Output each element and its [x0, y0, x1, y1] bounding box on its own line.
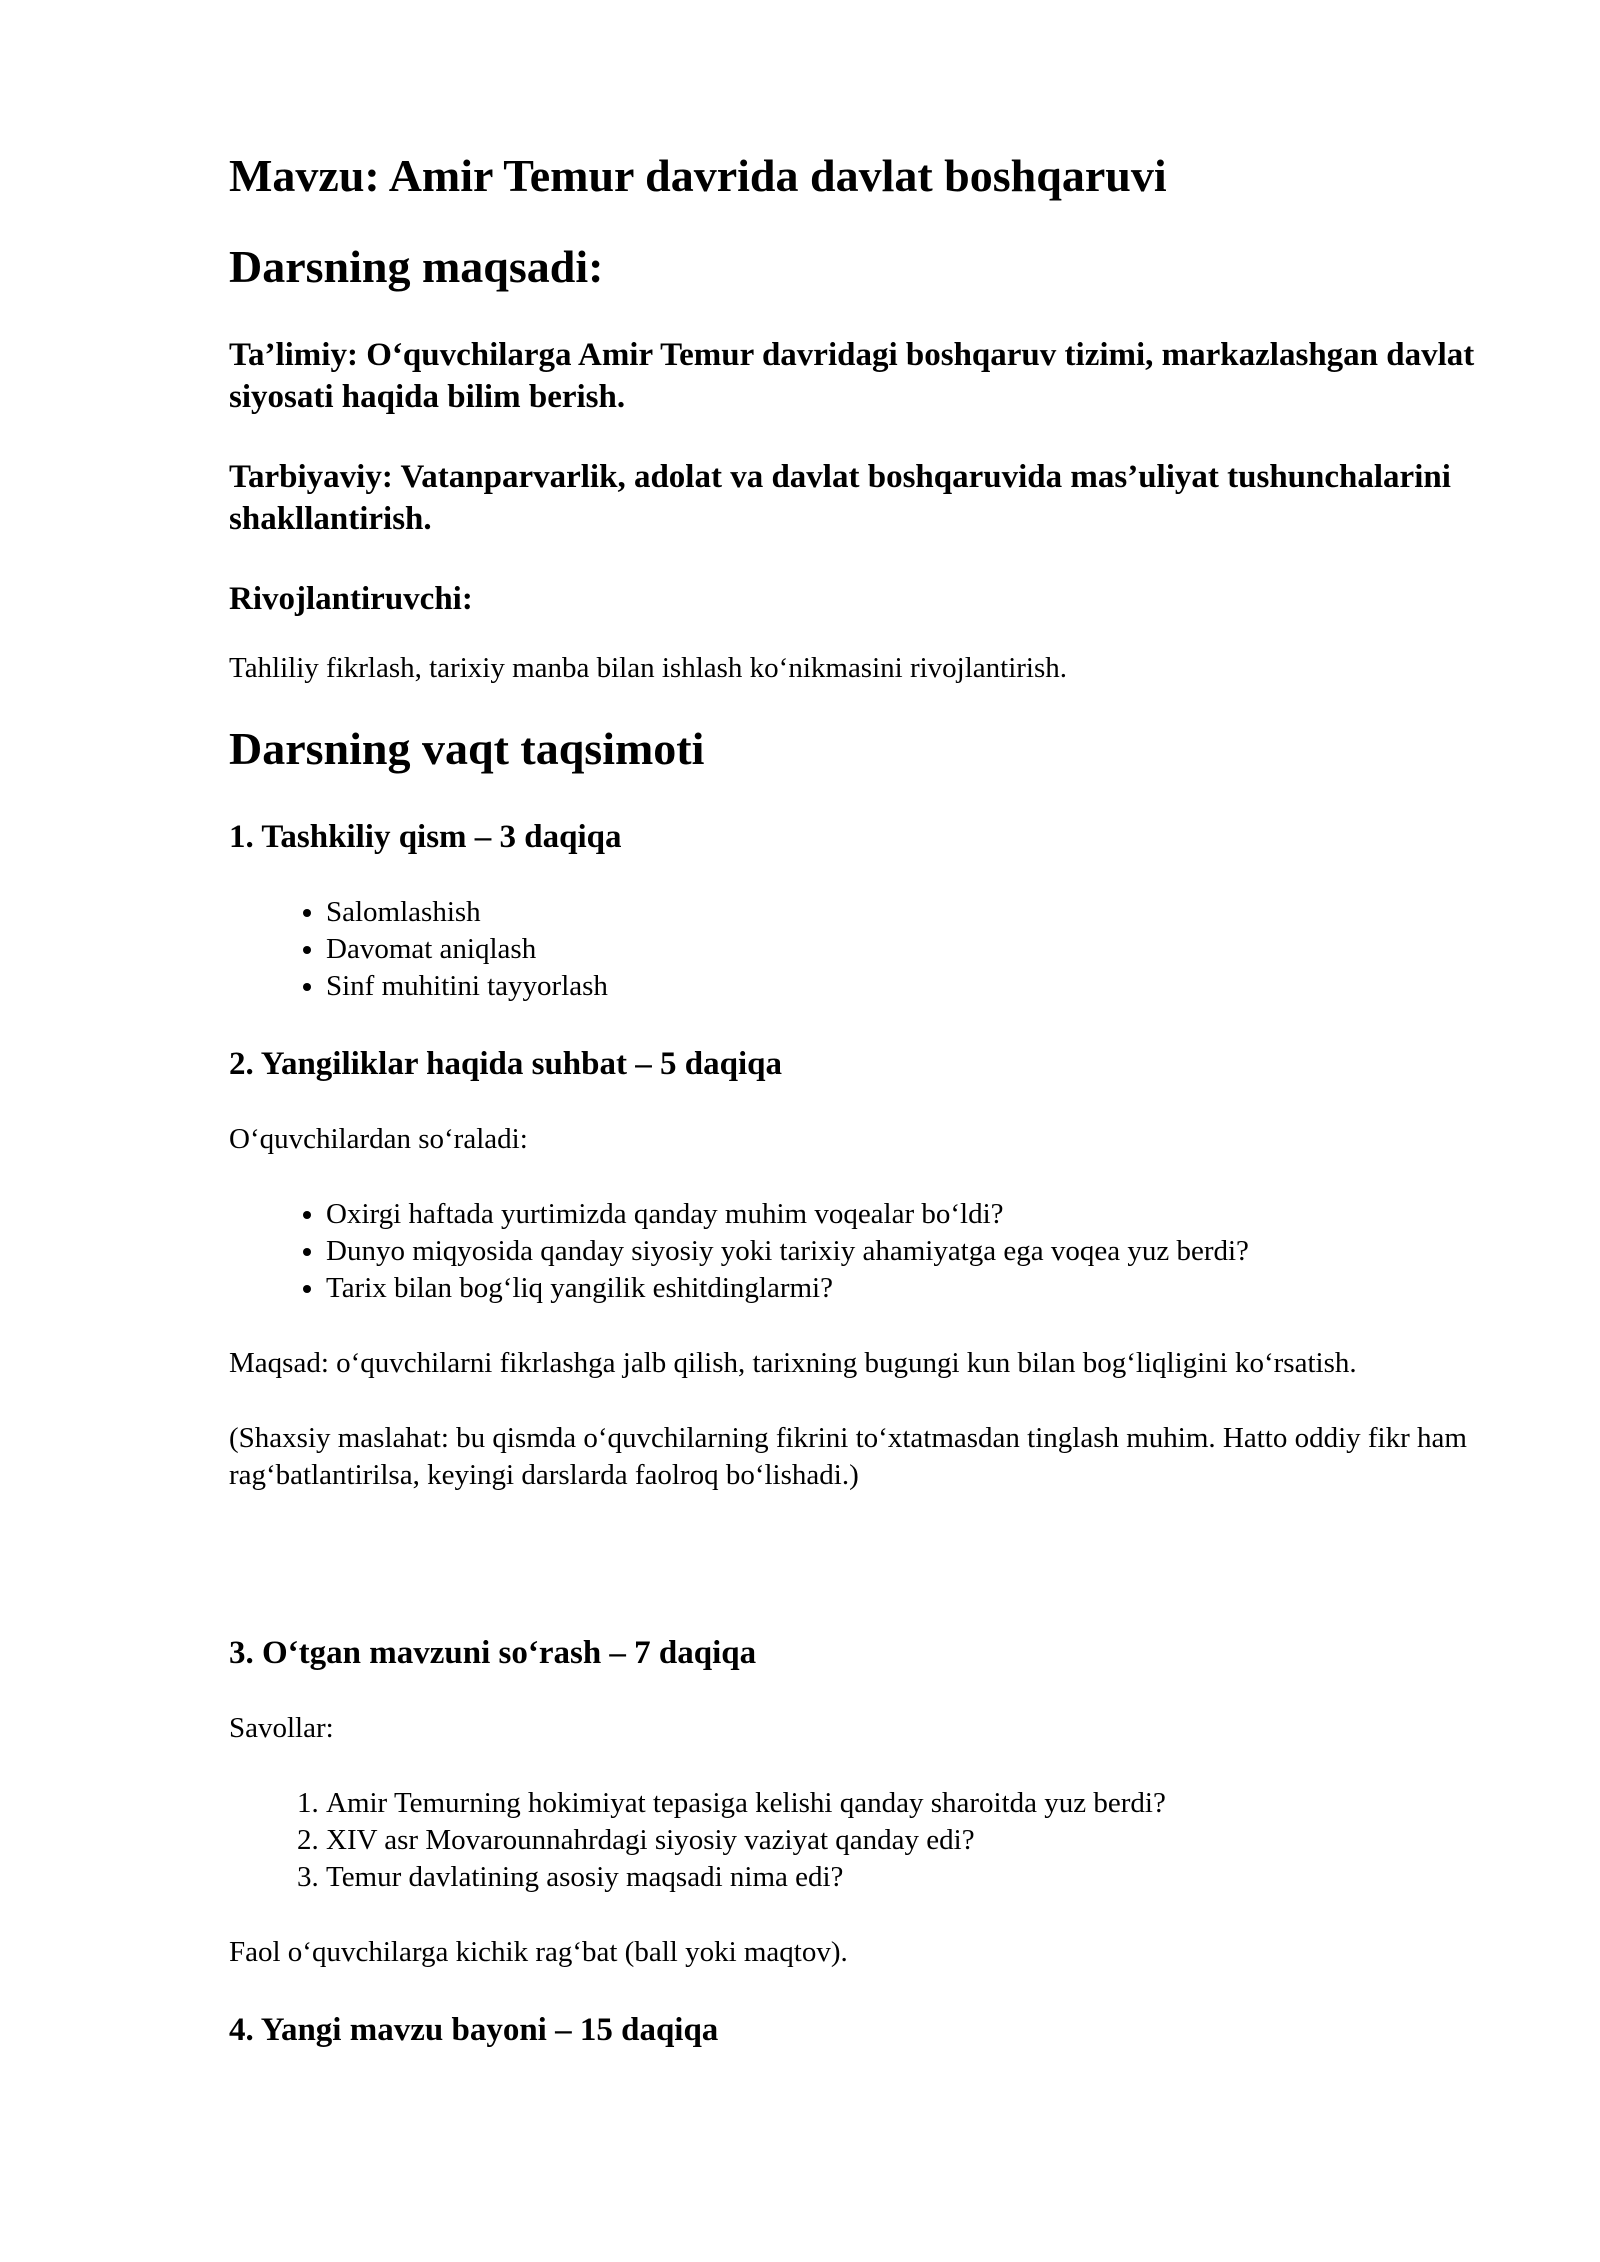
list-item: • Davomat aniqlash — [326, 931, 1519, 968]
section-3-heading: 3. O‘tgan mavzuni so‘rash – 7 daqiqa — [229, 1634, 757, 1671]
list-item: • Dunyo miqyosida qanday siyosiy yoki tarixiy ahamiyatga ega voqea yuz berdi? — [326, 1233, 1519, 1270]
list-item: • Salomlashish — [326, 894, 1519, 931]
talimiy-goal: Ta’limiy: O‘quvchilarga Amir Temur davridagi boshqaruv tizimi, markazlashgan davlat siyosati haqida bilim berish. — [229, 336, 1475, 415]
section-2-intro: O‘quvchilardan so‘raladi: — [229, 1122, 528, 1155]
list-item: • Oxirgi haftada yurtimizda qanday muhim voqealar bo‘ldi? — [326, 1196, 1519, 1233]
section-1-list — [229, 894, 1519, 1005]
list-item: 1. Amir Temurning hokimiyat tepasiga kelishi qanday sharoitda yuz berdi? — [326, 1785, 1519, 1822]
tarbiyaviy-goal: Tarbiyaviy: Vatanparvarlik, adolat va davlat boshqaruvida mas’uliyat tushunchalarini shakllantirish. — [229, 458, 1451, 537]
document-title: Mavzu: Amir Temur davrida davlat boshqaruvi — [229, 150, 1167, 201]
list-item: 3. Temur davlatining asosiy maqsadi nima edi? — [326, 1859, 1519, 1896]
rivojlantiruvchi-heading: Rivojlantiruvchi: — [229, 580, 473, 617]
section-4-heading: 4. Yangi mavzu bayoni – 15 daqiqa — [229, 2011, 719, 2048]
list-item: 2. XIV asr Movarounnahrdagi siyosiy vaziyat qanday edi? — [326, 1822, 1519, 1859]
section-2-list — [229, 1196, 1519, 1307]
list-item: • Sinf muhitini tayyorlash — [326, 968, 1519, 1005]
page-spacer — [229, 1532, 1519, 1632]
rivojlantiruvchi-text: Tahliliy fikrlash, tarixiy manba bilan ishlash ko‘nikmasini rivojlantirish. — [229, 651, 1068, 684]
section-1-heading: 1. Tashkiliy qism – 3 daqiqa — [229, 818, 622, 855]
document-page — [229, 150, 1519, 2087]
section-3-outro: Faol o‘quvchilarga kichik rag‘bat (ball yoki maqtov). — [229, 1935, 848, 1968]
list-item: • Tarix bilan bog‘liq yangilik eshitdinglarmi? — [326, 1270, 1519, 1307]
section-3-list — [229, 1785, 1519, 1896]
section-2-heading: 2. Yangiliklar haqida suhbat – 5 daqiqa — [229, 1045, 782, 1082]
time-heading: Darsning vaqt taqsimoti — [229, 722, 705, 774]
section-3-intro: Savollar: — [229, 1711, 334, 1744]
section-2-note: (Shaxsiy maslahat: bu qismda o‘quvchilarning fikrini to‘xtatmasdan tinglash muhim. Hatto oddiy fikr ham rag‘batlantirilsa, keyingi darslarda faolroq bo‘lishadi.) — [229, 1421, 1467, 1491]
section-2-goal: Maqsad: o‘quvchilarni fikrlashga jalb qilish, tarixning bugungi kun bilan bog‘liqligini ko‘rsatish. — [229, 1346, 1357, 1379]
goals-heading: Darsning maqsadi: — [229, 240, 604, 292]
